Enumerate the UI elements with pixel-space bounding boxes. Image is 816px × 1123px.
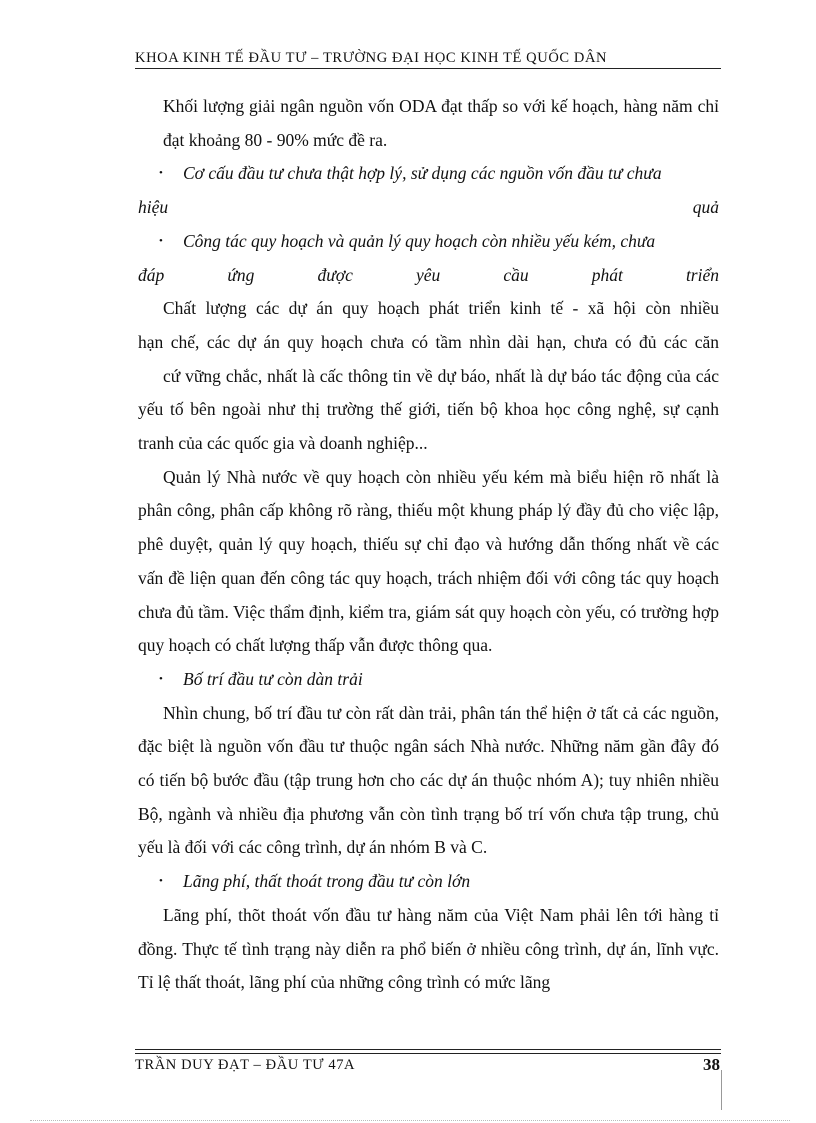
bullet-text: Cơ cấu đầu tư chưa thật hợp lý, sử dụng các nguồn vốn đầu tư chưa [183,163,662,184]
paragraph-oda: Khối lượng giải ngân nguồn vốn ODA đạt thấp so với kế hoạch, hàng năm chỉ đạt khoảng 80 - 90% mức đề ra. [163,96,719,150]
bullet-item-waste [161,865,719,899]
bullet-text: Công tác quy hoạch và quản lý quy hoạch còn nhiều yếu kém, chưa [183,230,656,251]
bullet-text: Bố trí đầu tư còn dàn trải [183,668,363,689]
paragraph-quality-line2: hạn chế, các dự án quy hoạch chưa có tầm nhìn dài hạn, chưa có đủ các căn [138,331,719,352]
paragraph-waste [138,899,719,1000]
bullet-icon: • [159,672,163,685]
header-rule [135,68,721,69]
page-number: 38 [703,1055,720,1074]
paragraph-spread-text: Nhìn chung, bố trí đầu tư còn rất dàn trải, phân tán thể hiện ở tất cả các nguồn, đặc biệt là nguồn vốn đầu tư thuộc ngân sách Nhà nước. Những năm gần đây đó có tiến bộ bước đầu (tập trung hơn cho các dự án thuộc nhóm A); tuy nhiên nhiều Bộ, ngành và nhiều địa phương vẫn còn tình trạng bố trí vốn chưa tập trung, chủ yếu là đối với các công trình, dự án nhóm B và C. [138,702,719,858]
bullet-continuation-text: hiệu quả [138,197,719,218]
bullet-continuation-text: đáp ứng được yêu cầu phát triển [138,264,719,285]
bullet-icon: • [159,875,163,888]
bullet-text: Lãng phí, thất thoát trong đầu tư còn lớn [183,871,471,892]
paragraph-quality-rest [138,360,719,461]
bullet-item-planning [161,225,719,259]
paragraph-spread [138,697,719,866]
paragraph-quality-line1: Chất lượng các dự án quy hoạch phát triển kinh tế - xã hội còn nhiều [163,298,719,319]
bullet-item-structure [161,157,719,191]
page-edge-dots [30,1120,790,1121]
bullet-item-spread [161,663,719,697]
paragraph-management [138,461,719,663]
paragraph-quality-text: cứ vững chắc, nhất là cấc thông tin về dự báo, nhất là dự báo tác động của các yếu tố bên ngoài như thị trường thế giới, tiến bộ khoa học công nghệ, sự cạnh tranh của các quốc gia và doanh nghiệp... [138,365,719,454]
footer-rule [135,1049,721,1050]
page-header: KHOA KINH TẾ ĐẦU TƯ – TRƯỜNG ĐẠI HỌC KINH TẾ QUỐC DÂN [135,50,608,66]
paragraph-waste-text: Lãng phí, thõt thoát vốn đầu tư hàng năm của Việt Nam phải lên tới hàng tỉ đồng. Thực tế tình trạng này diễn ra phổ biến ở nhiều công trình, dự án, lĩnh vực. Tỉ lệ thất thoát, lãng phí của những công trình có mức lãng [138,904,719,993]
footer-rule [135,1053,721,1054]
footer-author: TRẦN DUY ĐẠT – ĐẦU TƯ 47A [135,1057,356,1073]
paragraph-management-text: Quản lý Nhà nước về quy hoạch còn nhiều yếu kém mà biểu hiện rõ nhất là phân công, phân cấp không rõ ràng, thiếu một khung pháp lý đầy đủ cho việc lập, phê duyệt, quản lý quy hoạch, thiếu sự chỉ đạo và hướng dẫn thống nhất về các vấn đề liện quan đến công tác quy hoạch, trách nhiệm đối với công tác quy hoạch chưa đủ tầm. Việc thẩm định, kiểm tra, giám sát quy hoạch còn yếu, có trường hợp quy hoạch có chất lượng thấp vẫn được thông qua. [138,466,719,656]
bullet-continuation [138,191,719,225]
bullet-continuation [138,259,719,293]
bullet-icon: • [159,234,163,247]
side-rule [721,1070,722,1110]
page-body [138,90,719,1000]
bullet-icon: • [159,167,163,180]
